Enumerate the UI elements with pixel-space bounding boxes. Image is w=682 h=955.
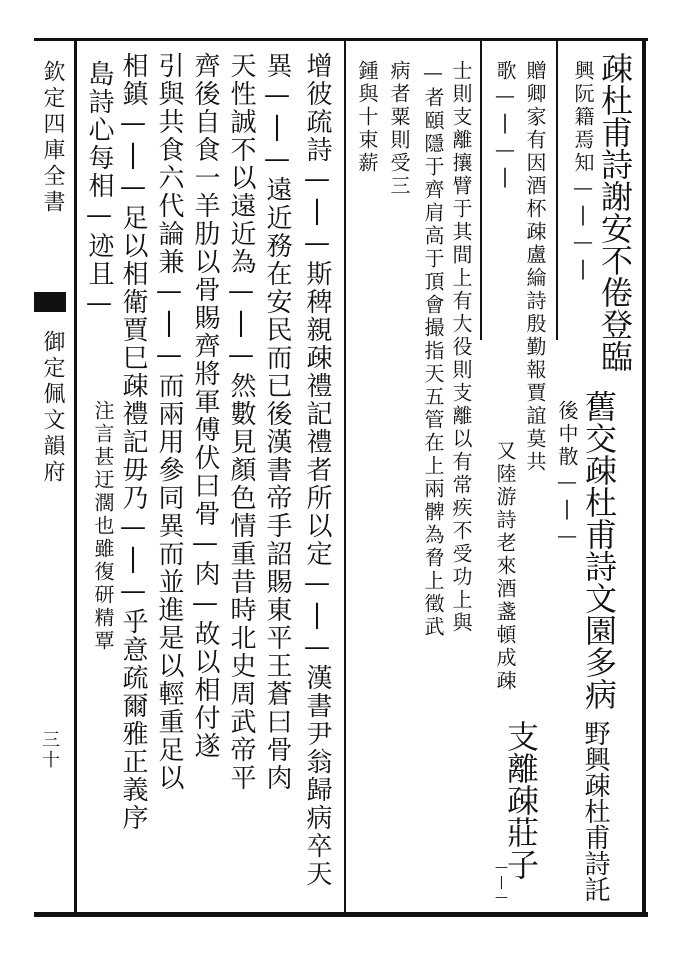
text-column-14: 相鎮—|—足以相衛賈巳疎禮記毋乃—|—乎意疏爾雅正義序 [118, 52, 148, 832]
text-column-7: 病者粟則受三 [387, 60, 411, 198]
fishtail-mark [34, 292, 66, 312]
headword-column-c: 野興疎杜甫詩託 [580, 720, 610, 902]
headword-column-b: 後中散—|— [555, 400, 579, 550]
column-rule [344, 40, 346, 912]
text-column-9: 增彼疏詩—|—斯稗親疎禮記禮者所以定—|—漢書尹翁歸病卒天 [302, 52, 332, 888]
margin-book-title: 御定佩文韻府 [40, 330, 65, 486]
right-border [642, 38, 646, 917]
text-column-2: 興阮籍焉知—|—| [571, 60, 595, 283]
text-column-16: 注言甚迂濶也雖復研精覃 [91, 400, 115, 653]
column-rule [480, 40, 482, 340]
margin-top-title: 欽定四庫全書 [40, 60, 65, 216]
text-column-4: 歌—|—| [493, 60, 517, 191]
text-column-13: 引與共食六代論兼—|—而兩用參同異而並進是以輕重足以 [154, 52, 184, 792]
text-column-12: 齊後自食一羊肋以骨賜齊將軍傅伏曰骨—肉—故以相付遂 [190, 52, 220, 760]
headword-column-a: 舊交疎杜甫詩文園多病 [580, 390, 618, 710]
text-column-8: 鍾與十束薪 [355, 60, 379, 175]
left-margin-rule [74, 38, 77, 917]
bottom-border [34, 912, 648, 917]
headword-column-f: —|— [494, 860, 509, 905]
text-column-11: 天性誠不以遠近為—|—然數見顏色情重昔時北史周武帝平 [226, 52, 256, 792]
text-column-15: 島詩心每相—迹且— [84, 60, 114, 320]
text-column-10: 異—|—遠近務在安民而已後漢書帝手詔賜東平王蒼曰骨肉 [262, 52, 292, 792]
text-column-1: 疎杜甫詩謝安不倦登臨 [596, 52, 634, 372]
text-column-6: —者頤隱于齊肩高于頂會撮指天五管在上兩髀為脅上徵武 [421, 60, 445, 639]
text-column-5: 士則支離攘臂于其間上有大役則支離以有常疾不受功上與 [449, 60, 473, 635]
page-number: 三十 [39, 730, 60, 770]
column-rule [556, 40, 558, 340]
headword-column-d: 又陸游詩老來酒盞頓成疎 [493, 440, 517, 693]
headword-column-e: 支離疎莊子 [502, 720, 540, 880]
text-column-3: 贈卿家有因酒杯疎盧綸詩殷勤報賈誼莫共 [523, 60, 547, 474]
